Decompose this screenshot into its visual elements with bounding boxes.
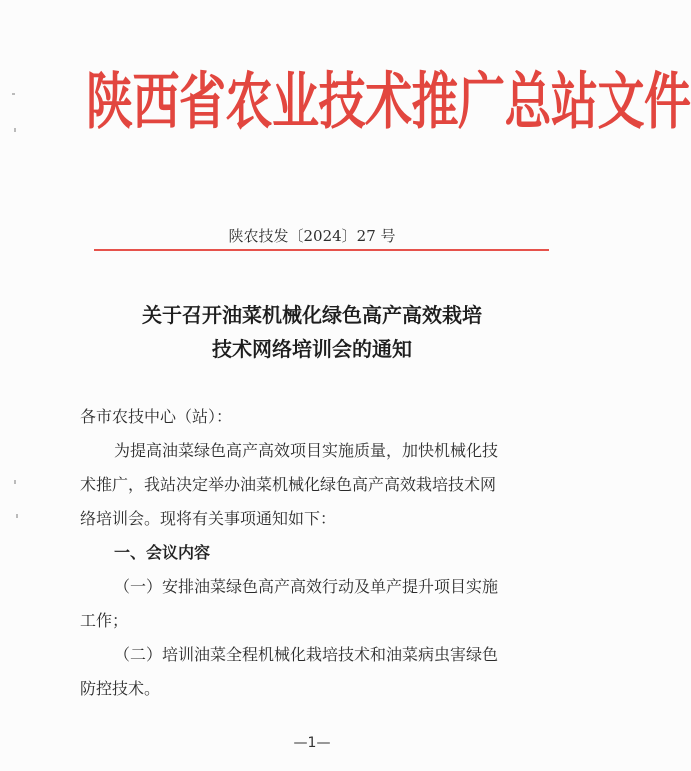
document-number: 陕农技发〔2024〕27 号 — [228, 227, 396, 245]
notice-title-line-2: 技术网络培训会的通知 — [212, 337, 412, 361]
list-item-line: 工作； — [80, 611, 129, 630]
paragraph-line: 络培训会。现将有关事项通知如下： — [80, 509, 337, 528]
paragraph-line: 为提高油菜绿色高产高效项目实施质量，加快机械化技 — [114, 441, 499, 460]
list-item-line: 防控技术。 — [80, 679, 161, 698]
scan-speck — [16, 514, 18, 518]
scan-speck — [14, 480, 16, 484]
section-heading: 一、会议内容 — [114, 543, 211, 562]
salutation: 各市农技中心（站）： — [80, 407, 233, 426]
page-number: —1— — [293, 735, 331, 751]
issuing-authority-title: 陕西省农业技术推广总站文件 — [86, 66, 691, 139]
notice-title-line-1: 关于召开油菜机械化绿色高产高效栽培 — [142, 303, 482, 327]
scan-speck — [12, 93, 15, 95]
list-item-line: （一）安排油菜绿色高产高效行动及单产提升项目实施 — [114, 577, 499, 596]
paragraph-line: 术推广，我站决定举办油菜机械化绿色高产高效栽培技术网 — [80, 475, 497, 494]
scan-speck — [14, 128, 16, 132]
red-divider-line — [94, 249, 549, 251]
list-item-line: （二）培训油菜全程机械化栽培技术和油菜病虫害绿色 — [114, 645, 499, 664]
